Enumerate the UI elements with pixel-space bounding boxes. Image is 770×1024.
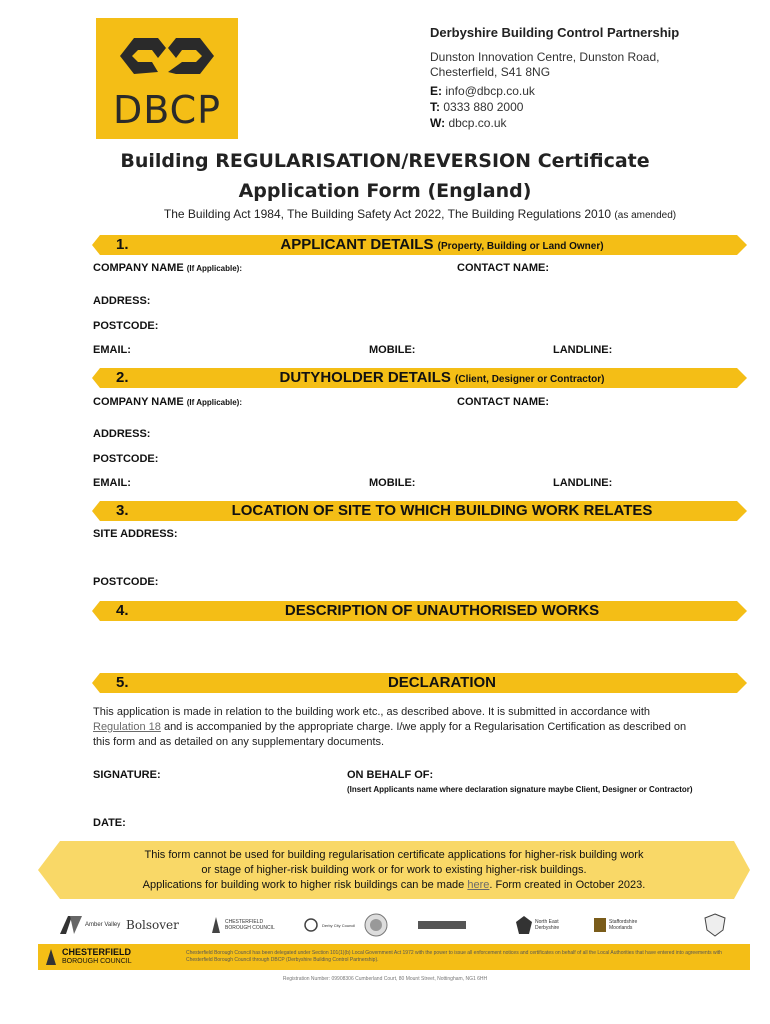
org-address-line2: Chesterfield, S41 8NG [430, 65, 551, 79]
signature-label: SIGNATURE: [93, 769, 161, 781]
section-2-heading [152, 368, 732, 390]
org-address-line1: Dunston Innovation Centre, Dunston Road, [430, 50, 660, 64]
section-4-banner [92, 601, 747, 621]
erewash-icon [418, 918, 466, 932]
chesterfield-label: CHESTERFIELD BOROUGH COUNCIL [225, 919, 275, 931]
moorlands-logo [594, 914, 659, 936]
section-2-title: DUTYHOLDER DETAILS [279, 369, 451, 386]
section-5-number: 5. [116, 674, 129, 691]
declaration-line-1: This application is made in relation to the building work etc., as described above. It is submitted in accordance with [93, 706, 651, 718]
shield-logo [704, 914, 726, 936]
notice-text [38, 848, 750, 893]
seal-logo [364, 914, 388, 936]
section-2-note: (Client, Designer or Contractor) [455, 374, 605, 385]
company-label: COMPANY NAME [93, 262, 184, 274]
on-behalf-note: (Insert Applicants name where declaration signature maybe Client, Designer or Contractor) [347, 785, 693, 794]
logo-text: DBCP [112, 88, 222, 132]
s1-mobile-label: MOBILE: [369, 344, 416, 356]
section-3-number: 3. [116, 502, 129, 519]
notice-line-3-pre: Applications for building work to higher risk buildings can be made [142, 879, 468, 891]
regulation-18-link[interactable]: Regulation 18 [93, 721, 161, 733]
site-address-label: SITE ADDRESS: [93, 528, 178, 540]
notice-line-1: This form cannot be used for building regularisation certificate applications for higher-risk building work [144, 849, 644, 861]
section-1-title: APPLICANT DETAILS [280, 236, 434, 253]
web-value[interactable]: dbcp.co.uk [448, 116, 507, 130]
partner-logos [38, 908, 750, 942]
section-1-banner [92, 235, 747, 255]
seal-icon [364, 913, 388, 937]
section-4-number: 4. [116, 602, 129, 619]
s1-address-label: ADDRESS: [93, 295, 151, 307]
s1-landline-label: LANDLINE: [553, 344, 613, 356]
section-5-heading: DECLARATION [387, 674, 497, 691]
s2-landline-label: LANDLINE: [553, 477, 613, 489]
s1-contact-name-label: CONTACT NAME: [457, 262, 550, 274]
s1-company-name-label [93, 262, 242, 274]
derby-logo [303, 914, 355, 936]
s1-postcode-label: POSTCODE: [93, 320, 159, 332]
as-amended-note: (as amended) [614, 210, 677, 221]
legislation-text: The Building Act 1984, The Building Safety Act 2022, The Building Regulations 2010 [163, 207, 612, 221]
chain-link-icon [112, 28, 222, 84]
av-icon [60, 916, 82, 934]
section-1-note: (Property, Building or Land Owner) [437, 241, 604, 252]
declaration-line-2 [93, 720, 743, 735]
if-applicable-note: (If Applicable): [186, 264, 242, 273]
notice-line-3-post: . Form created in October 2023. [489, 879, 646, 891]
s2-contact-name-label: CONTACT NAME: [457, 396, 550, 408]
ned-logo [516, 914, 577, 936]
org-web [430, 116, 507, 130]
org-tel [430, 100, 523, 114]
spire-icon [210, 917, 222, 933]
section-2-number: 2. [116, 369, 129, 386]
ram-icon [303, 918, 319, 932]
s2-postcode-label: POSTCODE: [93, 453, 159, 465]
s2-email-label: EMAIL: [93, 477, 131, 489]
dbcp-logo [96, 18, 238, 139]
if-applicable-note: (If Applicable): [186, 398, 242, 407]
tel-value: 0333 880 2000 [443, 100, 524, 114]
bolsover-logo [126, 914, 179, 936]
declaration-text [93, 705, 743, 750]
higher-risk-notice [38, 841, 750, 899]
section-1-heading [152, 235, 732, 257]
org-name: Derbyshire Building Control Partnership [430, 25, 680, 40]
org-email [430, 84, 535, 98]
footer-bar [38, 944, 750, 970]
notice-line-2: or stage of higher-risk building work or for work to existing higher-risk buildings. [201, 864, 587, 876]
form-title-line1: Building REGULARISATION/REVERSION Certificate [120, 150, 650, 172]
amber-valley-logo [60, 914, 120, 936]
footer-council-sub: BOROUGH COUNCIL [62, 958, 132, 965]
date-label: DATE: [93, 817, 126, 829]
shield-icon [704, 913, 726, 937]
s2-address-label: ADDRESS: [93, 428, 151, 440]
section-2-banner [92, 368, 747, 388]
footer-council: CHESTERFIELD [62, 947, 132, 957]
footer-council-name [62, 947, 132, 967]
chesterfield-spire-icon [44, 949, 58, 965]
footer-fine-print: Chesterfield Borough Council has been delegated under Section 101(1)(b) Local Government Act 1972 with the power to issue all enforcement notices and certificates on behalf of all the Local Authorities that have entered into agreements with Chesterfield Borough Council through DBCP (Derbyshire Building Control Partnership). [186, 950, 722, 963]
registration-line: Registration Number: 09908306 Cumberland Court, 80 Mount Street, Nottingham, NG1 6HH [282, 976, 488, 982]
higher-risk-here-link[interactable]: here [467, 879, 490, 891]
bolsover-label: Bolsover [126, 918, 179, 932]
email-value[interactable]: info@dbcp.co.uk [445, 84, 535, 98]
section-1-number: 1. [116, 236, 129, 253]
form-title-line2: Application Form (England) [238, 180, 532, 202]
company-label: COMPANY NAME [93, 396, 184, 408]
ned-label: North East Derbyshire [535, 919, 560, 931]
declaration-line-3: this form and as detailed on any supplementary documents. [93, 736, 385, 748]
s2-company-name-label [93, 396, 242, 408]
section-3-heading: LOCATION OF SITE TO WHICH BUILDING WORK RELATES [231, 502, 653, 519]
notice-line-3 [38, 878, 750, 893]
amber-valley-label: Amber Valley [85, 922, 121, 928]
chesterfield-logo [210, 914, 285, 936]
section-4-heading: DESCRIPTION OF UNAUTHORISED WORKS [284, 602, 600, 619]
tel-label: T: [430, 100, 440, 114]
email-label: E: [430, 84, 442, 98]
web-label: W: [430, 116, 446, 130]
moorlands-label: Staffordshire Moorlands [609, 919, 638, 931]
s2-mobile-label: MOBILE: [369, 477, 416, 489]
form-subtitle [0, 207, 770, 221]
crest-icon [516, 916, 532, 934]
erewash-logo [418, 914, 466, 936]
section-5-banner [92, 673, 747, 693]
derby-label: Derby City Council [322, 922, 356, 928]
on-behalf-label: ON BEHALF OF: [347, 769, 434, 781]
declaration-line-2-text: and is accompanied by the appropriate charge. I/we apply for a Regularisation Certification as described on [160, 721, 687, 733]
section-3-banner [92, 501, 747, 521]
knot-icon [594, 918, 606, 932]
s1-email-label: EMAIL: [93, 344, 131, 356]
s3-postcode-label: POSTCODE: [93, 576, 159, 588]
